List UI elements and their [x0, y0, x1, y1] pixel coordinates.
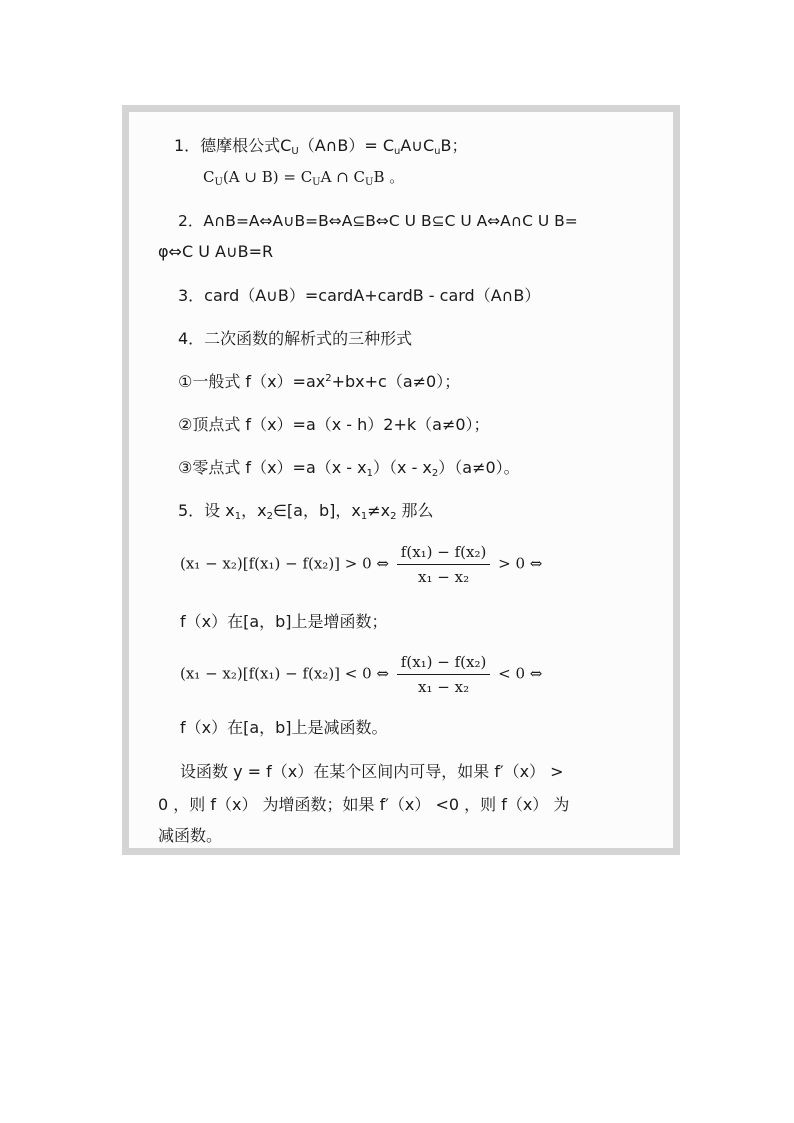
- item-4-heading: 4．二次函数的解析式的三种形式: [178, 329, 413, 348]
- subscript: 2: [266, 511, 273, 522]
- item-3-text: 3．card（A∪B）=cardA+cardB - card（A∩B）: [178, 286, 541, 305]
- general-form-text: ①一般式 f（x）=ax: [178, 372, 326, 391]
- general-form-text: +bx+c（a≠0）；: [331, 372, 461, 391]
- fraction-numerator: f(x₁) − f(x₂): [397, 652, 491, 675]
- formula-right: > 0 ⇔: [498, 554, 543, 573]
- item-5-text: ∈[a，b]，x: [272, 501, 361, 520]
- item-1-text: 1．德摩根公式C: [174, 136, 292, 155]
- zero-form-text: ）（a≠0）。: [438, 458, 520, 477]
- formula-text: (A ∪ B) = C: [222, 168, 313, 186]
- item-2-line-2: φ⇔C U A∪B=R: [158, 242, 274, 261]
- subscript: 2: [390, 511, 397, 522]
- item-1-line-1: [174, 136, 468, 156]
- decreasing-condition-formula: [180, 652, 542, 697]
- subscript: U: [214, 177, 223, 188]
- item-1-line-2: [203, 167, 404, 187]
- item-5-text: ，x: [241, 501, 267, 520]
- item-2-line-1: 2．A∩B=A⇔A∪B=B⇔A⊆B⇔C U B⊆C U A⇔A∩C U B=: [178, 212, 578, 230]
- subscript: u: [394, 146, 401, 157]
- subscript: U: [312, 177, 321, 188]
- decreasing-function-statement: f（x）在[a，b]上是减函数。: [180, 718, 388, 737]
- superscript: 2: [325, 373, 332, 384]
- item-1-text: A∪C: [400, 136, 435, 155]
- derivative-line-3: 减函数。: [158, 826, 223, 845]
- fraction: [397, 542, 491, 587]
- item-4-zero-form: [178, 458, 520, 478]
- subscript: 2: [431, 468, 439, 479]
- derivative-line-2: 0 ，则 f（x） 为增函数；如果 f′（x） <0 ，则 f（x） 为: [158, 795, 570, 814]
- item-5-text: ≠x: [367, 501, 391, 520]
- increasing-function-statement: f（x）在[a，b]上是增函数；: [180, 612, 388, 631]
- formula-left: (x₁ − x₂)[f(x₁) − f(x₂)] < 0 ⇔: [180, 664, 390, 683]
- item-4-general-form: [178, 372, 460, 392]
- formula-text: C: [203, 168, 215, 186]
- subscript: 1: [360, 511, 368, 522]
- fraction-denominator: x₁ − x₂: [418, 568, 470, 586]
- zero-form-text: ）（x - x: [373, 458, 432, 477]
- formula-text: B 。: [373, 168, 405, 186]
- derivative-line-1: 设函数 y = f（x）在某个区间内可导，如果 f′（x） >: [180, 762, 564, 781]
- formula-left: (x₁ − x₂)[f(x₁) − f(x₂)] > 0 ⇔: [180, 554, 390, 573]
- fraction-denominator: x₁ − x₂: [418, 678, 470, 696]
- subscript: u: [434, 146, 441, 157]
- increasing-condition-formula: [180, 542, 542, 587]
- item-5-heading: [178, 501, 434, 521]
- fraction: [397, 652, 491, 697]
- item-1-text: B；: [440, 136, 468, 155]
- subscript: 1: [366, 468, 374, 479]
- subscript: U: [365, 177, 374, 188]
- subscript: 1: [234, 511, 242, 522]
- formula-right: < 0 ⇔: [498, 664, 543, 683]
- item-5-text: 那么: [396, 501, 434, 520]
- zero-form-text: ③零点式 f（x）=a（x - x: [178, 458, 367, 477]
- item-1-text: （A∩B）= C: [298, 136, 394, 155]
- subscript: U: [291, 146, 299, 157]
- fraction-numerator: f(x₁) − f(x₂): [397, 542, 491, 565]
- item-4-vertex-form: ②顶点式 f（x）=a（x - h）2+k（a≠0）；: [178, 415, 490, 434]
- item-5-text: 5．设 x: [178, 501, 235, 520]
- formula-text: A ∩ C: [320, 168, 366, 186]
